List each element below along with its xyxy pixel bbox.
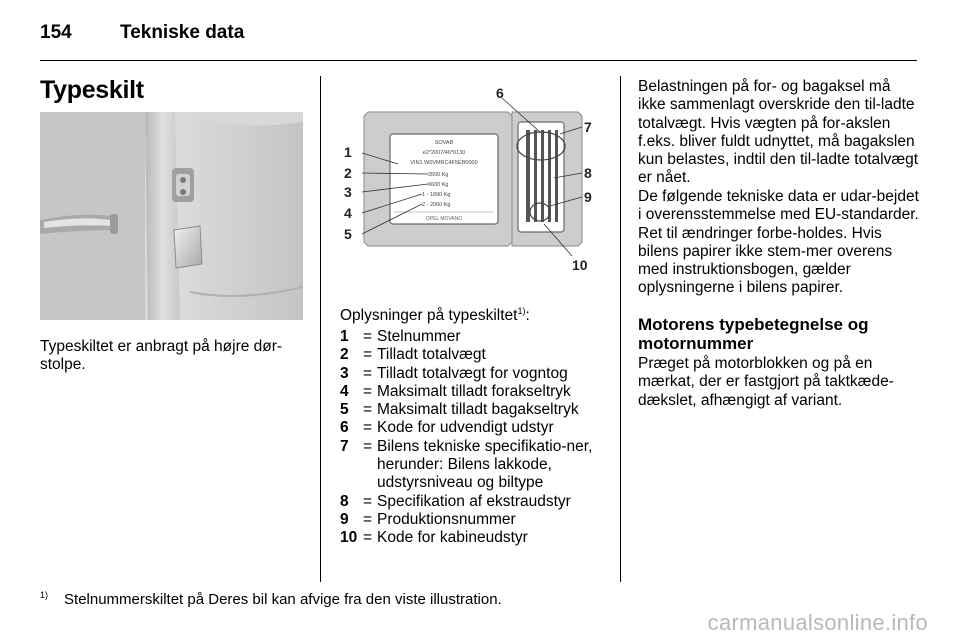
legend-separator: = (363, 510, 373, 528)
chapter-title: Tekniske data (120, 22, 245, 43)
footnote-text: Stelnummerskiltet på Deres bil kan afvige fra den viste illustration. (64, 591, 502, 608)
section-title: Typeskilt (40, 76, 144, 104)
legend-separator: = (363, 492, 373, 510)
plate-line: 2 - 2060 Kg (422, 202, 451, 208)
legend-separator: = (363, 328, 373, 345)
legend-text: Tilladt totalvægt (377, 346, 486, 364)
legend-row (340, 328, 615, 346)
legend-number: 6 (340, 419, 349, 437)
plate-line: 6600 Kg (428, 182, 449, 188)
legend-text: Kode for kabineudstyr (377, 529, 528, 547)
callout-10: 10 (572, 257, 588, 273)
legend-row (340, 438, 615, 493)
legend-row (340, 493, 615, 511)
legend-text: Tilladt totalvægt for vogntog (377, 364, 568, 382)
photo-caption: Typeskiltet er anbragt på højre dør-stolpe. (40, 338, 283, 374)
page-number: 154 (40, 22, 72, 43)
callout-4: 4 (344, 205, 352, 221)
footnote-reference: 1) (517, 306, 526, 316)
legend-number: 3 (340, 364, 349, 382)
callout-1: 1 (344, 144, 352, 160)
footnote (40, 590, 502, 608)
header-rule (40, 60, 917, 61)
legend-row (340, 401, 615, 419)
legend-number: 4 (340, 382, 349, 400)
legend-separator: = (363, 529, 373, 547)
plate-line: 3500 Kg (428, 172, 449, 178)
legend-row (340, 529, 615, 547)
legend-number: 1 (340, 328, 349, 345)
legend-text: Specifikation af ekstraudstyr (377, 492, 571, 510)
legend-row (340, 365, 615, 383)
legend-intro (340, 302, 610, 325)
plate-line: VIN1 W0VMRC4F5EB0000 (410, 160, 478, 166)
legend-text: Maksimalt tilladt bagakseltryk (377, 401, 579, 419)
legend-separator: = (363, 346, 373, 364)
legend-number: 8 (340, 492, 349, 510)
type-plate-illustration (340, 84, 602, 274)
legend-row (340, 419, 615, 437)
column-divider (620, 76, 621, 582)
legend-separator: = (363, 364, 373, 382)
plate-line: SOVAB (434, 140, 454, 146)
legend-row (340, 346, 615, 364)
watermark: carmanualsonline.info (707, 610, 928, 635)
callout-6: 6 (496, 85, 504, 101)
callout-7: 7 (584, 119, 592, 135)
eu-standards-paragraph: De følgende tekniske data er udar-bejdet i overensstemmelse med EU-standarder. Ret til ændringer forbe-holdes. Hvis bilens papirer ikke stem-mer overens med instruktionsbogen, gælder oplysningerne i bilens papirer. (638, 188, 919, 297)
plate-line: 1 - 1890 Kg (422, 192, 451, 198)
callout-5: 5 (344, 226, 352, 242)
legend-separator: = (363, 437, 373, 455)
plate-line: OPEL MOVANO (425, 216, 463, 222)
legend-text: Kode for udvendigt udstyr (377, 419, 554, 437)
legend-list (340, 328, 615, 548)
callout-2: 2 (344, 165, 352, 181)
axle-load-paragraph: Belastningen på for- og bagaksel må ikke sammenlagt overskride den til-ladte totalvægt. Hvis vægten på for-akslen f.eks. bliver fuldt udnyttet, må bagakslen kun belastes, indtil den til-ladte totalvægt er nået. (638, 78, 919, 187)
legend-number: 7 (340, 437, 349, 455)
legend-text: Maksimalt tilladt forakseltryk (377, 382, 571, 400)
callout-8: 8 (584, 165, 592, 181)
legend-number: 5 (340, 401, 349, 419)
engine-number-heading: Motorens typebetegnelse og motornummer (638, 315, 869, 353)
plate-line: e2*2007/46*0130 (422, 150, 466, 156)
footnote-marker: 1) (40, 590, 49, 600)
engine-number-paragraph: Præget på motorblokken og på en mærkat, der er fastgjort på taktkæde-dækslet, afhængigt af variant. (638, 355, 894, 409)
legend-row (340, 383, 615, 401)
legend-intro-text: Oplysninger på typeskiltet (340, 307, 518, 325)
legend-number: 2 (340, 346, 349, 364)
legend-separator: = (363, 382, 373, 400)
callout-3: 3 (344, 184, 352, 200)
legend-separator: = (363, 419, 373, 437)
door-pillar-photo (40, 112, 303, 320)
legend-separator: = (363, 401, 373, 419)
legend-text: Stelnummer (377, 328, 461, 345)
column-divider (320, 76, 321, 582)
legend-text: Bilens tekniske specifikatio-ner, herunder: Bilens lakkode, udstyrsniveau og biltype (377, 437, 593, 492)
legend-number: 10 (340, 529, 358, 547)
legend-number: 9 (340, 510, 349, 528)
legend-text: Produktionsnummer (377, 510, 516, 528)
callout-9: 9 (584, 189, 592, 205)
legend-intro-suffix: : (525, 307, 530, 325)
legend-row (340, 511, 615, 529)
